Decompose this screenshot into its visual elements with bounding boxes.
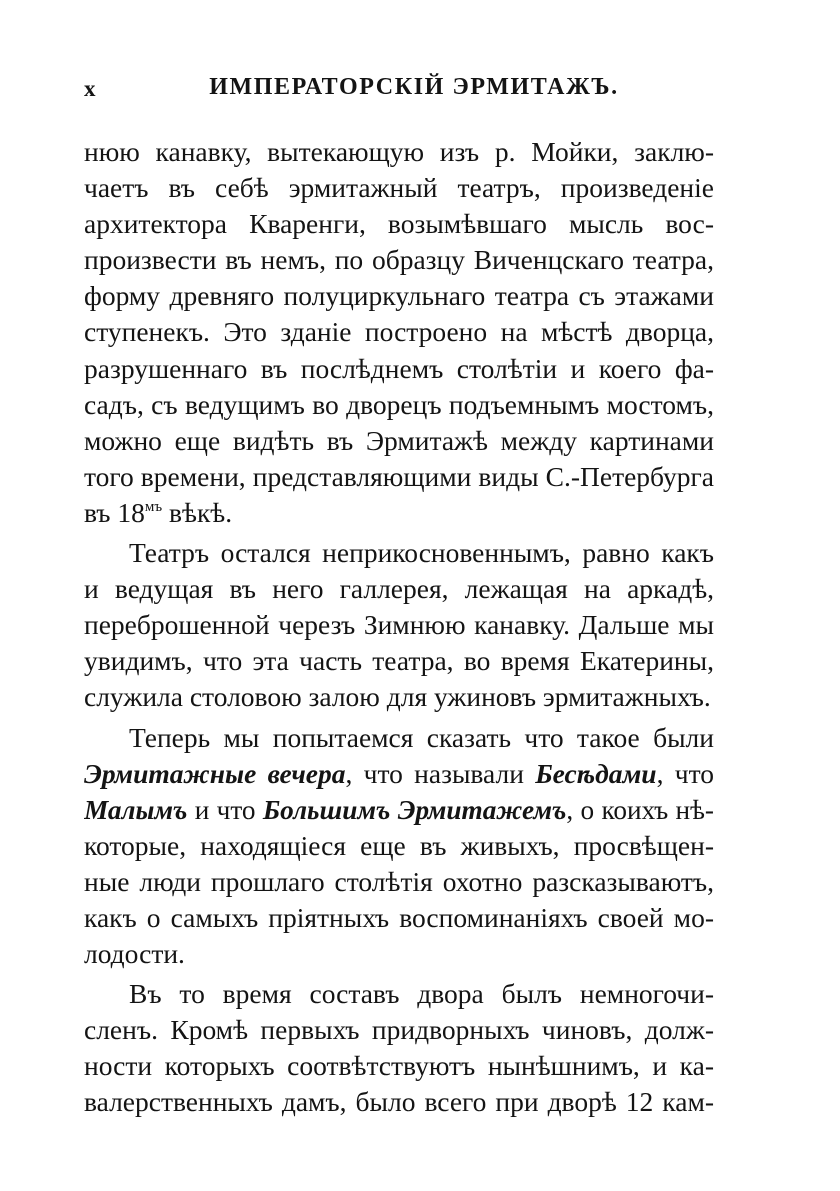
text-line: произвести въ немъ, по образцу Виченцскаго театра, xyxy=(84,244,714,276)
text-line xyxy=(84,495,714,531)
text-line: увидимъ, что эта часть театра, во время Екатерины, xyxy=(84,645,714,677)
text-line: архитектора Кваренги, возымѣвшаго мысль вос- xyxy=(84,208,714,240)
page-header xyxy=(84,70,714,110)
paragraph-3 xyxy=(84,720,714,973)
text-run: , что называли xyxy=(345,757,536,789)
text-run: въ 18 xyxy=(84,496,145,528)
text-line: ности которыхъ соотвѣтствуютъ нынѣшнимъ, и ка- xyxy=(84,1050,714,1082)
emphasis-term: Малымъ xyxy=(84,794,188,825)
running-title: ИМПЕРАТОРСКІЙ ЭРМИТАЖЪ. xyxy=(209,74,619,100)
text-line: Въ то время составъ двора былъ немногочи- xyxy=(129,978,714,1010)
text-line: ные люди прошлаго столѣтія охотно разсказываютъ, xyxy=(84,865,714,897)
text-line: какъ о самыхъ пріятныхъ воспоминаніяхъ своей мо- xyxy=(84,901,714,933)
page-number: x xyxy=(84,76,96,101)
superscript-ordinal: мъ xyxy=(144,498,163,515)
emphasis-term: Эрмитажные вечера xyxy=(84,757,346,789)
text-line: того времени, представляющими виды С.-Петербурга xyxy=(84,460,714,492)
text-line: разрушеннаго въ послѣднемъ столѣтіи и коего фа- xyxy=(84,352,714,384)
text-run: вѣкѣ. xyxy=(162,496,233,528)
text-line: чаетъ въ себѣ эрмитажный театръ, произведеніе xyxy=(84,172,714,204)
text-line: валерственныхъ дамъ, было всего при дворѣ 12 кам- xyxy=(84,1086,714,1118)
text-line: и ведущая въ него галлерея, лежащая на аркадѣ, xyxy=(84,573,714,605)
text-line: сленъ. Кромѣ первыхъ придворныхъ чиновъ, долж- xyxy=(84,1014,714,1046)
text-line: переброшенной черезъ Зимнюю канавку. Дальше мы xyxy=(84,609,714,641)
text-line: Театръ остался неприкосновеннымъ, равно какъ xyxy=(129,537,714,569)
text-line: лодости. xyxy=(84,938,185,970)
text-run: , о коихъ нѣ- xyxy=(566,794,714,825)
text-line: форму древняго полуциркульнаго театра съ этажами xyxy=(84,280,714,312)
emphasis-term: Бесѣдами xyxy=(535,757,657,789)
paragraph-4 xyxy=(84,976,714,1120)
text-line: нюю канавку, вытекающую изъ р. Мойки, заклю- xyxy=(84,136,714,167)
emphasis-term: Большимъ Эрмитажемъ xyxy=(262,794,567,825)
text-line: ступенекъ. Это зданіе построено на мѣстѣ дворца, xyxy=(84,316,714,348)
text-line xyxy=(84,792,714,828)
text-line: которые, находящіеся еще въ живыхъ, просвѣщен- xyxy=(84,829,714,861)
body-text xyxy=(84,134,714,1121)
text-run: и что xyxy=(187,794,263,825)
text-line: Теперь мы попытаемся сказать что такое были xyxy=(129,721,714,753)
text-line: можно еще видѣть въ Эрмитажѣ между картинами xyxy=(84,424,714,456)
paragraph-1 xyxy=(84,134,714,531)
text-run: , что xyxy=(656,757,714,789)
text-line: садъ, съ ведущимъ во дворецъ подъемнымъ мостомъ, xyxy=(84,388,714,420)
text-line: служила столовою залою для ужиновъ эрмитажныхъ. xyxy=(84,681,711,713)
text-line xyxy=(84,756,714,792)
paragraph-2 xyxy=(84,535,714,715)
